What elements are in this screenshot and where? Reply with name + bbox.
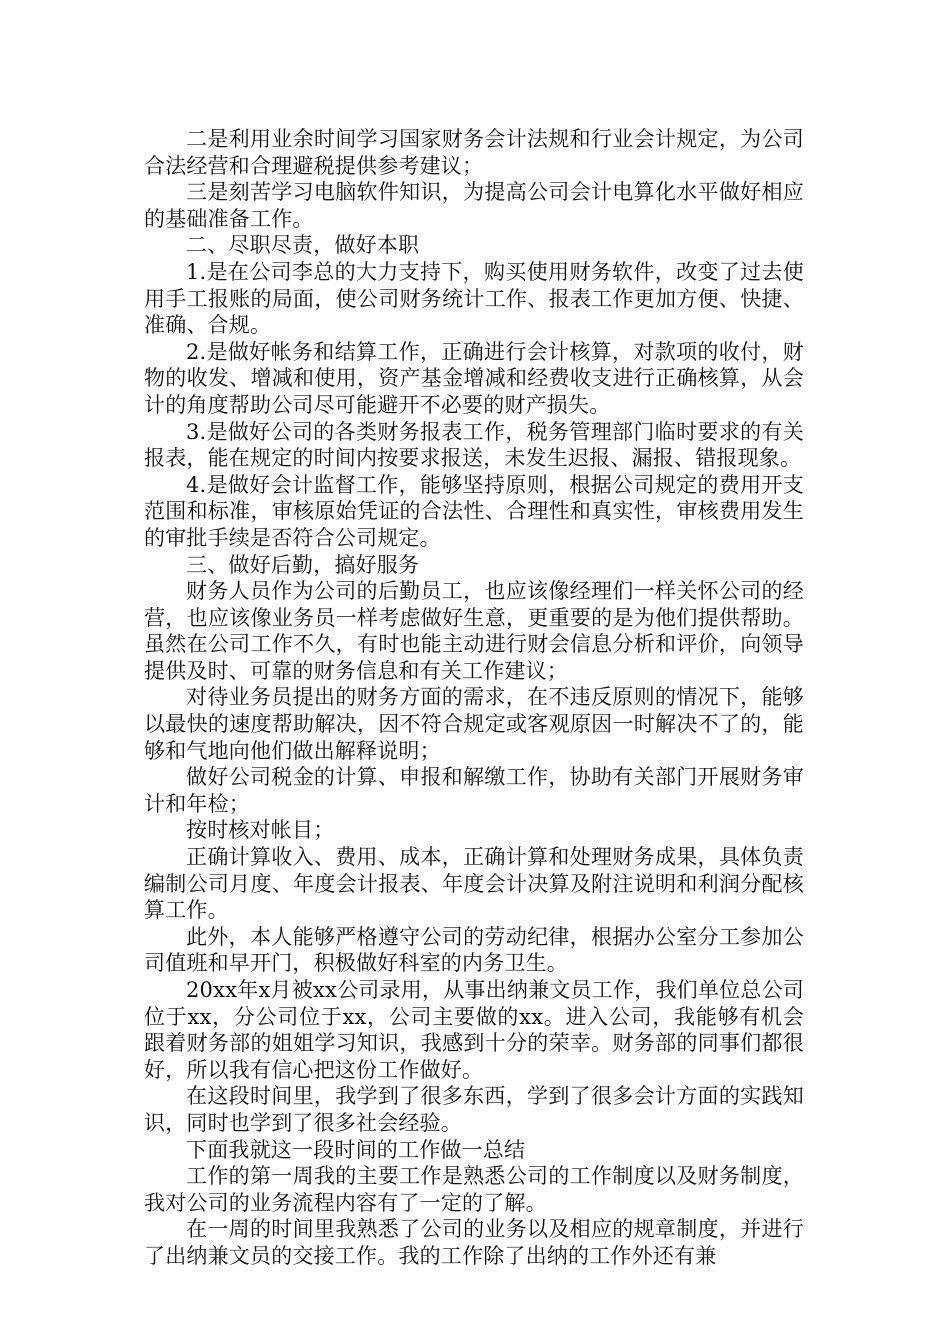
paragraph-salesperson-needs: 对待业务员提出的财务方面的需求，在不违反原则的情况下，能够以最快的速度帮助解决，因不符合规定或客观原因一时解决不了的，能够和气地向他们做出解释说明；: [144, 685, 804, 763]
paragraph-1: 二是利用业余时间学习国家财务会计法规和行业会计规定，为公司合法经营和合理避税提供参考建议；: [144, 127, 804, 178]
paragraph-logistics: 财务人员作为公司的后勤员工，也应该像经理们一样关怀公司的经营，也应该像业务员一样考虑做好生意，更重要的是为他们提供帮助。虽然在公司工作不久，有时也能主动进行财会信息分析和评价，向领导提供及时、可靠的财务信息和有关工作建议；: [144, 579, 804, 683]
paragraph-summary-intro: 下面我就这一段时间的工作做一总结: [186, 1137, 526, 1162]
paragraph-handover: 在一周的时间里我熟悉了公司的业务以及相应的规章制度，并进行了出纳兼文员的交接工作。我的工作除了出纳的工作外还有兼: [144, 1217, 804, 1268]
paragraph-discipline: 此外，本人能够严格遵守公司的劳动纪律，根据办公室分工参加公司值班和早开门，积极做好科室的内务卫生。: [144, 924, 804, 976]
paragraph-item-3: 3.是做好公司的各类财务报表工作，税务管理部门临时要求的有关报表，能在规定的时间内按要求报送，未发生迟报、漏报、错报现象。: [144, 419, 804, 471]
document-body: [144, 126, 804, 1270]
paragraph-tax: 做好公司税金的计算、申报和解缴工作，协助有关部门开展财务审计和年检；: [144, 765, 804, 816]
paragraph-calculation: 正确计算收入、费用、成本，正确计算和处理财务成果，具体负责编制公司月度、年度会计报表、年度会计决算及附注说明和利润分配核算工作。: [144, 845, 804, 923]
paragraph-item-1: 1.是在公司李总的大力支持下，购买使用财务软件，改变了过去使用手工报账的局面，使公司财务统计工作、报表工作更加方便、快捷、准确、合规。: [144, 259, 804, 338]
paragraph-reconcile: 按时核对帐目；: [186, 818, 335, 843]
paragraph-item-4: 4.是做好会计监督工作，能够坚持原则，根据公司规定的费用开支范围和标准，审核原始凭证的合法性、合理性和真实性，审核费用发生的审批手续是否符合公司规定。: [144, 472, 804, 550]
paragraph-2: 三是刻苦学习电脑软件知识，为提高公司会计电算化水平做好相应的基础准备工作。: [144, 180, 804, 231]
paragraph-hired: 20xx年x月被xx公司录用，从事出纳兼文员工作，我们单位总公司位于xx，分公司位于xx，公司主要做的xx。进入公司，我能够有机会跟着财务部的姐姐学习知识，我感到十分的荣幸。财务部的同事们都很好，所以我有信心把这份工作做好。: [144, 978, 804, 1082]
paragraph-first-week: 工作的第一周我的主要工作是熟悉公司的工作制度以及财务制度，我对公司的业务流程内容有了一定的了解。: [144, 1164, 804, 1215]
section-heading-3: 三、做好后勤，搞好服务: [186, 552, 420, 577]
paragraph-learned: 在这段时间里，我学到了很多东西，学到了很多会计方面的实践知识，同时也学到了很多社会经验。: [144, 1084, 804, 1135]
paragraph-item-2: 2.是做好帐务和结算工作，正确进行会计核算，对款项的收付，财物的收发、增减和使用，资产基金增减和经费收支进行正确核算，从会计的角度帮助公司尽可能避开不必要的财产损失。: [144, 339, 804, 417]
section-heading-2: 二、尽职尽责，做好本职: [186, 233, 420, 258]
